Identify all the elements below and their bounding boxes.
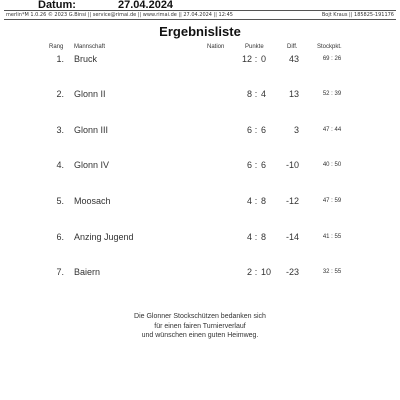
col-team-header: Mannschaft <box>74 44 106 50</box>
meta-info-bar <box>4 10 396 20</box>
table-row <box>0 267 400 281</box>
team-cell: Anzing Jugend <box>74 232 134 242</box>
stock-points-cell: 69 : 26 <box>322 56 342 62</box>
page-title: Ergebnisliste <box>159 24 241 39</box>
table-row <box>0 89 400 103</box>
points-won-cell: 12 <box>241 54 252 64</box>
stock-points-cell: 47 : 59 <box>322 198 342 204</box>
diff-cell: -23 <box>285 267 299 277</box>
team-cell: Baiern <box>74 267 101 277</box>
points-lost-cell: 6 <box>261 125 267 135</box>
team-cell: Glonn IV <box>74 160 110 170</box>
points-separator: : <box>254 267 258 277</box>
table-row <box>0 54 400 68</box>
closing-line-1: Die Glonner Stockschützen bedanken sich <box>134 313 266 320</box>
stock-points-cell: 40 : 50 <box>322 162 342 168</box>
points-lost-cell: 0 <box>261 54 267 64</box>
team-cell: Glonn II <box>74 89 106 99</box>
points-separator: : <box>254 125 258 135</box>
col-nation-header: Nation <box>207 44 225 50</box>
diff-cell: 3 <box>293 125 299 135</box>
points-lost-cell: 8 <box>261 232 267 242</box>
points-separator: : <box>254 54 258 64</box>
points-separator: : <box>254 196 258 206</box>
col-rank-header: Rang <box>49 44 64 50</box>
diff-cell: -14 <box>285 232 299 242</box>
points-lost-cell: 8 <box>261 196 267 206</box>
points-won-cell: 8 <box>246 89 252 99</box>
diff-cell: 43 <box>288 54 299 64</box>
stock-points-cell: 47 : 44 <box>322 127 342 133</box>
col-points-header: Punkte <box>245 44 264 50</box>
points-separator: : <box>254 89 258 99</box>
points-lost-cell: 4 <box>261 89 267 99</box>
points-won-cell: 6 <box>246 160 252 170</box>
stock-points-cell: 41 : 55 <box>322 234 342 240</box>
rank-cell: 3. <box>56 125 64 135</box>
closing-line-2: für einen fairen Turnierverlauf <box>154 322 246 330</box>
table-row <box>0 196 400 210</box>
license-info: Bojt Kraus || 185825-191176 <box>321 12 394 18</box>
points-won-cell: 4 <box>246 232 252 242</box>
stock-points-cell: 32 : 55 <box>322 269 342 275</box>
rank-cell: 1. <box>56 54 64 64</box>
points-separator: : <box>254 160 258 170</box>
rank-cell: 5. <box>56 196 64 206</box>
points-lost-cell: 6 <box>261 160 267 170</box>
rank-cell: 2. <box>56 89 64 99</box>
col-stock-header: Stockpkt. <box>317 44 342 50</box>
software-info: merlin*M 1.0.26 © 2023 G.Binsi || service@rimai.de || www.rimai.de || 27.04.2024 || 12:45 <box>6 12 233 18</box>
table-row <box>0 160 400 174</box>
team-cell: Bruck <box>74 54 98 64</box>
date-label: Datum: <box>38 0 76 11</box>
rank-cell: 4. <box>56 160 64 170</box>
team-cell: Glonn III <box>74 125 109 135</box>
rank-cell: 6. <box>56 232 64 242</box>
diff-cell: -10 <box>285 160 299 170</box>
points-won-cell: 4 <box>246 196 252 206</box>
points-lost-cell: 10 <box>261 267 272 277</box>
stock-points-cell: 52 : 39 <box>322 91 342 97</box>
points-won-cell: 2 <box>246 267 252 277</box>
col-diff-header: Diff. <box>287 44 298 50</box>
date-value: 27.04.2024 <box>118 0 174 11</box>
closing-line-3: und wünschen einen guten Heimweg. <box>141 332 259 339</box>
diff-cell: 13 <box>288 89 299 99</box>
table-row <box>0 232 400 246</box>
points-won-cell: 6 <box>246 125 252 135</box>
table-row <box>0 125 400 139</box>
rank-cell: 7. <box>56 267 64 277</box>
diff-cell: -12 <box>285 196 299 206</box>
closing-message <box>0 312 400 341</box>
team-cell: Moosach <box>74 196 111 206</box>
points-separator: : <box>254 232 258 242</box>
